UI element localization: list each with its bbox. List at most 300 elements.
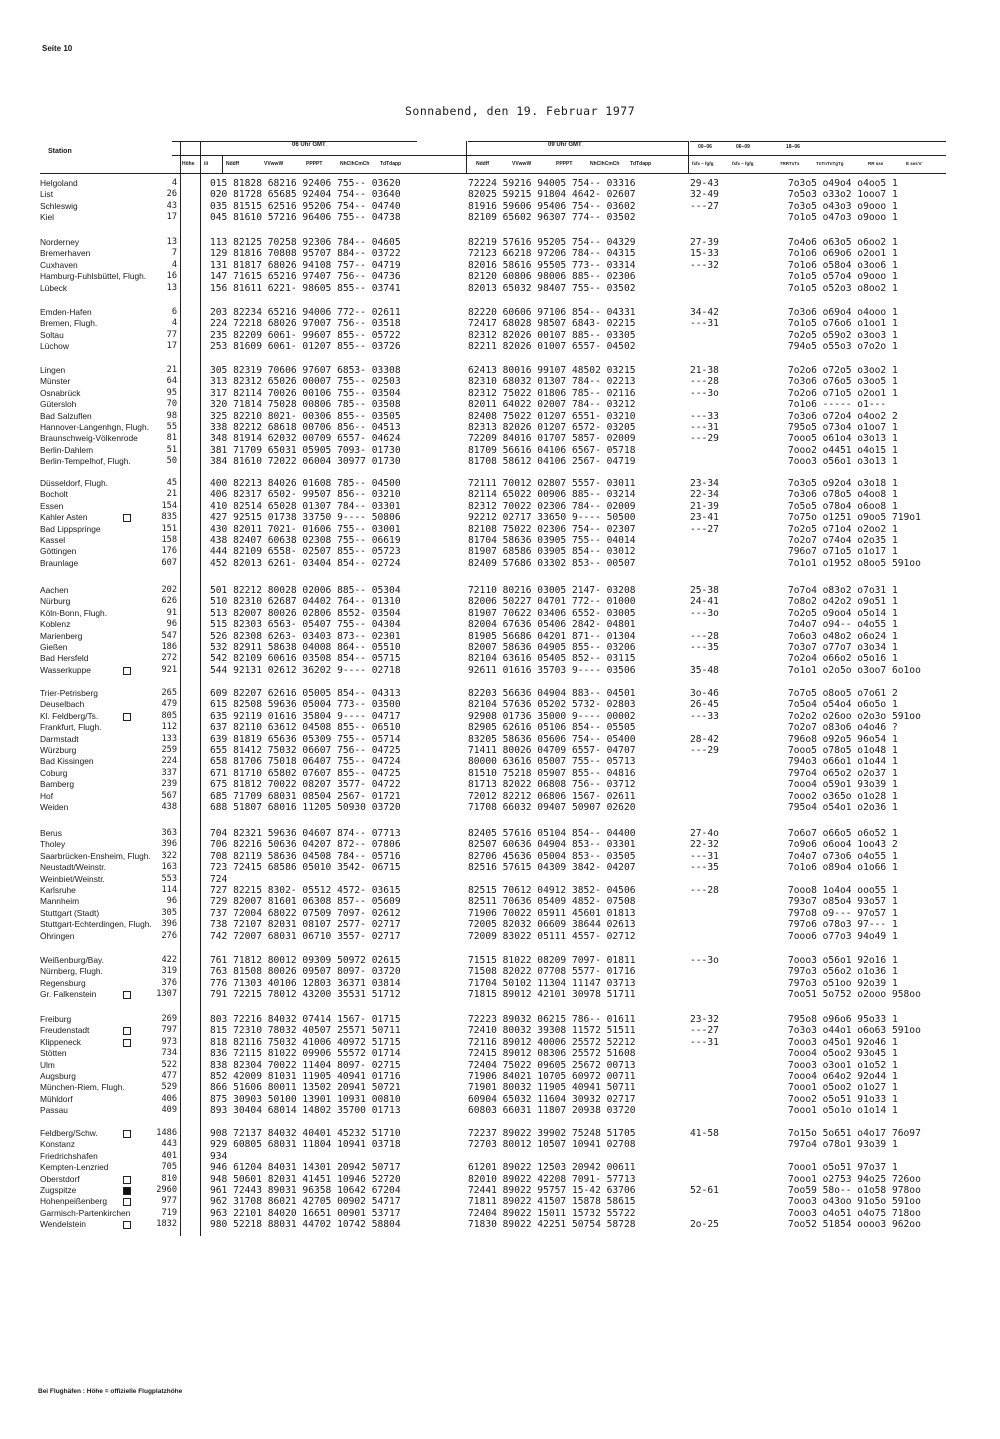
station-row (0, 330, 1000, 341)
station-name: Göttingen (40, 546, 77, 557)
station-name: Trier-Petrisberg (40, 688, 98, 698)
obs-06-uhr: 727 82215 8302- 05512 4572- 03615 (210, 885, 401, 896)
station-row (0, 768, 1000, 779)
obs-06-uhr: 838 82304 70022 11404 8097- 02715 (210, 1059, 401, 1071)
station-row (0, 688, 1000, 699)
extreme-values: 7ooo3 o3oo1 o1o52 1 (788, 1059, 898, 1071)
obs-06-uhr: 381 71709 65031 05905 7093- 01730 (210, 444, 401, 456)
obs-09-uhr: 71515 81022 08209 7097- 01811 (468, 955, 636, 966)
station-row (0, 919, 1000, 930)
gust-values: ---29 (690, 745, 719, 756)
extreme-values: 7o3o6 o69o4 o4ooo 1 (788, 307, 898, 318)
station-name: Stötten (40, 1048, 67, 1059)
obs-06-uhr: 035 81515 62516 95206 754-- 04740 (210, 200, 401, 212)
gust-values: ---35 (690, 642, 719, 653)
obs-09-uhr: 72703 80012 10507 10941 02708 (468, 1139, 636, 1151)
station-height: 6 (171, 307, 177, 317)
station-name: Düsseldorf, Flugh. (40, 478, 108, 488)
header-ppppt-2: PPPPT (556, 161, 573, 167)
station-name: Kl. Feldberg/Ts. (40, 710, 99, 721)
obs-09-uhr: 80000 63616 05007 755-- 05713 (468, 756, 636, 768)
obs-09-uhr: 72410 80032 39308 11572 51511 (468, 1025, 636, 1037)
extreme-values: 795o4 o54o1 o2o36 1 (788, 802, 898, 813)
obs-09-uhr: 72110 80216 03005 2147- 03208 (468, 585, 636, 596)
obs-06-uhr: 818 82116 75032 41006 40972 51715 (210, 1036, 401, 1048)
obs-09-uhr: 81916 59606 95406 754-- 03602 (468, 200, 636, 212)
station-row (0, 341, 1000, 352)
obs-09-uhr: 82511 70636 05409 4852- 07508 (468, 896, 636, 908)
station-height: 17 (166, 341, 177, 352)
gust-values: ---31 (690, 1036, 719, 1048)
station-row (0, 931, 1000, 942)
station-height: 64 (166, 376, 177, 387)
obs-06-uhr: 544 92131 02612 36202 9---- 02718 (210, 664, 401, 676)
station-name: Soltau (40, 329, 64, 340)
station-name: Bocholt (40, 489, 68, 500)
gust-values: 27-4o (690, 828, 719, 839)
gust-values: 22-32 (690, 839, 719, 851)
station-height: 96 (166, 619, 177, 630)
obs-09-uhr: 82405 57616 05104 854-- 04400 (468, 828, 636, 839)
station-row (0, 631, 1000, 642)
header-rule (690, 141, 946, 142)
station-row (0, 711, 1000, 722)
station-height: 21 (166, 365, 177, 375)
station-row (0, 1094, 1000, 1105)
header-period-2: 06–09 (736, 144, 750, 150)
station-name: Coburg (40, 767, 68, 778)
extreme-values: 7ooo1 o5oo2 o1o27 1 (788, 1082, 898, 1094)
obs-09-uhr: 71811 89022 41507 15878 58615 (468, 1196, 636, 1208)
extreme-values: 7ooo1 o5o51 97o37 1 (788, 1162, 898, 1174)
obs-09-uhr: 82515 70612 04912 3852- 04506 (468, 885, 636, 896)
station-name: Feldberg/Schw. (40, 1128, 98, 1138)
obs-06-uhr: 658 81706 75018 06407 755-- 04724 (210, 756, 401, 768)
extreme-values: 7o1o5 o47o3 o9ooo 1 (788, 212, 898, 224)
extreme-values: 7o1o1 o2o5o o3oo7 6o1oo (788, 664, 921, 676)
station-height: 4 (171, 318, 177, 329)
station-name: Gr. Falkenstein (40, 989, 97, 1000)
station-name: Stuttgart (Stadt) (40, 907, 100, 918)
station-height: 95 (166, 387, 177, 398)
extreme-values: 7o5o4 o54o4 o6o5o 1 (788, 699, 898, 711)
station-row (0, 955, 1000, 966)
open-square-icon (123, 1221, 131, 1229)
extreme-values: 7o4o7 o73o6 o4o55 1 (788, 850, 898, 862)
station-row (0, 535, 1000, 546)
extreme-values: 7oo59 58o-- o1o58 978oo (788, 1185, 921, 1196)
station-height: 322 (161, 850, 177, 861)
obs-06-uhr: 317 82114 70026 00106 755-- 03504 (210, 387, 401, 399)
obs-09-uhr: 82025 59215 91804 4642- 02607 (468, 189, 636, 201)
station-name: Darmstadt (40, 733, 79, 744)
extreme-values: 7o6o3 o48o2 o6o24 1 (788, 630, 898, 642)
station-name: Braunlage (40, 557, 79, 568)
gust-values: 27-39 (690, 237, 719, 248)
station-height: 973 (161, 1036, 177, 1047)
extreme-values: 7o4o6 o63o5 o6oo2 1 (788, 237, 898, 248)
station-name: Münster (40, 376, 71, 387)
station-height: 91 (166, 607, 177, 618)
station-name: Emden-Hafen (40, 307, 92, 317)
obs-09-uhr: 82104 57636 05202 5732- 02803 (468, 699, 636, 711)
station-row (0, 1128, 1000, 1139)
header-period-3: 18–06 (786, 144, 800, 150)
station-row (0, 1037, 1000, 1048)
station-name: Aachen (40, 585, 69, 595)
station-name: Lingen (40, 365, 66, 375)
obs-06-uhr: 384 81610 72022 06004 30977 01730 (210, 456, 401, 468)
gust-values: 23-32 (690, 1014, 719, 1025)
obs-06-uhr: 015 81828 68216 92406 755-- 03620 (210, 178, 401, 189)
station-row (0, 201, 1000, 212)
header-rr-sss: RR sss (868, 161, 884, 166)
extreme-values: 7o9o6 o6oo4 1oo43 2 (788, 839, 898, 851)
station-row (0, 558, 1000, 569)
obs-06-uhr: 526 82308 6263- 03403 873-- 02301 (210, 630, 401, 642)
station-row (0, 445, 1000, 456)
station-row (0, 388, 1000, 399)
station-height: 43 (166, 200, 177, 211)
extreme-values: 7o2o4 o66o2 o5o16 1 (788, 653, 898, 665)
gust-values: 23-34 (690, 478, 719, 489)
obs-06-uhr: 532 82911 58638 04008 864-- 05510 (210, 642, 401, 653)
obs-09-uhr: 81907 70622 03406 6552- 03005 (468, 607, 636, 619)
obs-09-uhr: 72417 68028 98507 6843- 02215 (468, 318, 636, 330)
station-row (0, 456, 1000, 467)
gust-values: ---29 (690, 433, 719, 445)
station-row (0, 478, 1000, 489)
obs-06-uhr: 156 81611 6221- 98605 855-- 03741 (210, 282, 401, 294)
extreme-values: 794o5 o55o3 o7o2o 1 (788, 341, 898, 353)
station-name: Marienberg (40, 630, 83, 641)
extreme-values: 7o7o5 o8oo5 o7o61 2 (788, 688, 898, 699)
obs-06-uhr: 929 60805 68031 11804 10941 03718 (210, 1139, 401, 1151)
station-name: Wendelstein (40, 1219, 86, 1230)
obs-09-uhr: 71830 89022 42251 50754 58728 (468, 1219, 636, 1231)
obs-06-uhr: 961 72443 89031 96358 10642 67204 (210, 1185, 401, 1196)
station-row (0, 989, 1000, 1000)
station-height: 133 (161, 733, 177, 744)
station-name: Frankfurt, Flugh. (40, 722, 102, 733)
obs-06-uhr: 704 82321 59636 04607 874-- 07713 (210, 828, 401, 839)
obs-09-uhr: 82706 45636 05004 853-- 03505 (468, 850, 636, 862)
page-label: Seite 10 (42, 44, 73, 53)
station-name: Bremerhaven (40, 248, 91, 259)
station-height: 567 (161, 790, 177, 801)
obs-09-uhr: 72111 70012 02807 5557- 03011 (468, 478, 636, 489)
obs-06-uhr: 203 82234 65216 94006 772-- 02611 (210, 307, 401, 318)
station-name: Zugspitze (40, 1185, 77, 1195)
obs-06-uhr: 020 81728 65685 92404 754-- 03640 (210, 189, 401, 201)
extreme-values: 797o4 o65o2 o2o37 1 (788, 767, 898, 779)
obs-06-uhr: 542 82109 60616 03508 854-- 05715 (210, 653, 401, 665)
obs-06-uhr: 675 81812 70022 08207 3577- 04722 (210, 779, 401, 791)
obs-09-uhr: 82004 67636 05406 2842- 04801 (468, 619, 636, 631)
station-height: 1307 (156, 989, 177, 1000)
header-06-uhr: 06 Uhr GMT (292, 142, 326, 148)
obs-09-uhr: 72415 89012 08306 25572 51608 (468, 1048, 636, 1060)
extreme-values: 7oo52 51854 oooo3 962oo (788, 1219, 921, 1231)
extreme-values: 7o4o7 o94-- o4o55 1 (788, 619, 898, 631)
gust-values: 21-38 (690, 365, 719, 376)
station-row (0, 212, 1000, 223)
date-title: Sonnabend, den 19. Februar 1977 (405, 104, 636, 118)
station-name: Gütersloh (40, 399, 77, 410)
station-name: Oberstdorf (40, 1173, 80, 1184)
obs-06-uhr: 708 82119 58636 04508 784-- 05716 (210, 850, 401, 862)
obs-06-uhr: 406 82317 6502- 99507 856-- 03210 (210, 489, 401, 501)
obs-09-uhr: 82108 75022 02306 754-- 02307 (468, 523, 636, 535)
extreme-values: 7oo51 5o752 o2ooo 958oo (788, 989, 921, 1001)
extreme-values: 7o15o 5o651 o4o17 76o97 (788, 1128, 921, 1139)
obs-09-uhr: 72116 89012 40006 25572 52212 (468, 1036, 636, 1048)
obs-09-uhr: 82120 60806 98006 885-- 02306 (468, 271, 636, 283)
station-name: Weißenburg/Bay. (40, 955, 104, 965)
station-row (0, 608, 1000, 619)
extreme-values: 7o7o4 o83o2 o7o31 1 (788, 585, 898, 596)
obs-06-uhr: 908 72137 84032 40401 45232 51710 (210, 1128, 401, 1139)
station-row (0, 896, 1000, 907)
station-height: 626 (161, 596, 177, 607)
station-row (0, 1151, 1000, 1162)
station-row (0, 966, 1000, 977)
obs-09-uhr: 81708 58612 04106 2567- 04719 (468, 456, 636, 468)
station-height: 409 (161, 1105, 177, 1116)
station-height: 239 (161, 779, 177, 790)
station-row (0, 501, 1000, 512)
station-row (0, 1105, 1000, 1116)
station-name: Norderney (40, 237, 80, 247)
extreme-values: 7o1o5 o76o6 o1oo1 1 (788, 318, 898, 330)
station-height: 607 (161, 557, 177, 568)
station-name: Bad Lippspringe (40, 523, 101, 534)
gust-values: ---27 (690, 200, 719, 212)
station-height: 176 (161, 546, 177, 557)
extreme-values: 7o1o5 o57o4 o9ooo 1 (788, 271, 898, 283)
header-fxfx-1: fxfx – fgfg (692, 161, 714, 166)
obs-09-uhr: 81713 82022 06808 756-- 03712 (468, 779, 636, 791)
station-name: Stuttgart-Echterdingen, Flugh. (40, 919, 152, 930)
station-height: 553 (161, 873, 177, 884)
extreme-values: 7o3o6 o76o5 o3oo5 1 (788, 376, 898, 388)
gust-values: ---31 (690, 422, 719, 433)
header-nhcl-2: NhClhCmCh (590, 161, 620, 167)
open-square-icon (123, 1027, 131, 1035)
station-row (0, 365, 1000, 376)
station-height: 477 (161, 1071, 177, 1081)
obs-09-uhr: 81905 56686 04201 871-- 01304 (468, 630, 636, 642)
station-name: Bad Kissingen (40, 756, 94, 767)
station-height: 114 (161, 885, 177, 895)
extreme-values: 797o8 o9--- 97o57 1 (788, 907, 898, 919)
station-row (0, 585, 1000, 596)
station-row (0, 839, 1000, 850)
station-name: Berlin-Dahlem (40, 444, 94, 455)
extreme-values: 7o3o6 o72o4 o4oo2 2 (788, 410, 898, 422)
station-height: 77 (166, 329, 177, 340)
station-row (0, 433, 1000, 444)
station-height: 163 (161, 862, 177, 873)
station-name: Regensburg (40, 977, 86, 988)
header-ttdd: TdTdapp (380, 161, 402, 167)
header-rule (40, 173, 946, 174)
station-height: 50 (166, 456, 177, 467)
obs-09-uhr: 82109 65602 96307 774-- 03502 (468, 212, 636, 224)
station-name: Cuxhaven (40, 259, 78, 270)
station-name: Essen (40, 500, 64, 511)
extreme-values: 7ooo1 o5o1o o1o14 1 (788, 1105, 898, 1117)
station-height: 81 (166, 433, 177, 444)
obs-09-uhr: 72441 89022 95757 15-42 63706 (468, 1185, 636, 1196)
obs-09-uhr: 92611 01616 35703 9---- 03506 (468, 664, 636, 676)
station-name: Tholey (40, 839, 66, 850)
obs-06-uhr: 338 82212 68618 00706 856-- 04513 (210, 422, 401, 433)
station-height: 16 (166, 271, 177, 282)
header-iii: iii (204, 161, 209, 167)
station-height: 70 (166, 399, 177, 410)
obs-09-uhr: 82013 65032 98407 755-- 03502 (468, 282, 636, 294)
station-row (0, 1208, 1000, 1219)
obs-06-uhr: 253 81609 6061- 01207 855-- 03726 (210, 341, 401, 353)
station-name: Nürnberg, Flugh. (40, 966, 103, 977)
station-name: Mannheim (40, 896, 80, 907)
obs-06-uhr: 438 82407 60638 02308 755-- 06619 (210, 535, 401, 546)
extreme-values: 7o3o7 o77o7 o3o34 1 (788, 642, 898, 653)
extreme-values: 794o3 o66o1 o1o44 1 (788, 756, 898, 768)
obs-06-uhr: 515 82303 6563- 05407 755-- 04304 (210, 619, 401, 631)
obs-06-uhr: 400 82213 84026 01608 785-- 04500 (210, 478, 401, 489)
gust-values: 22-34 (690, 489, 719, 501)
open-square-icon (123, 713, 131, 721)
station-name: Freudenstadt (40, 1025, 90, 1036)
header-separator (466, 141, 467, 174)
gust-values: 32-49 (690, 189, 719, 201)
obs-09-uhr: 72404 89022 15011 15732 55722 (468, 1207, 636, 1219)
obs-06-uhr: 866 51606 80011 13502 20941 50721 (210, 1082, 401, 1094)
obs-09-uhr: 82312 75022 01806 785-- 02116 (468, 387, 636, 399)
obs-06-uhr: 224 72218 68026 97007 756-- 03518 (210, 318, 401, 330)
station-name: Mühldorf (40, 1093, 73, 1104)
station-row (0, 1082, 1000, 1093)
obs-09-uhr: 81907 68586 03905 854-- 03012 (468, 546, 636, 558)
extreme-values: 7o6o7 o66o5 o6o52 1 (788, 828, 898, 839)
station-height: 4 (171, 259, 177, 270)
extreme-values: 797o3 o56o2 o1o36 1 (788, 966, 898, 978)
extreme-values: 7o2o2 o26oo o2o3o 591oo (788, 710, 921, 722)
station-height: 401 (161, 1150, 177, 1161)
header-fxfx-2: fxfx – fgfg (732, 161, 754, 166)
station-row (0, 260, 1000, 271)
obs-06-uhr: 513 82007 80026 02806 8552- 03504 (210, 607, 401, 619)
extreme-values: 7ooo3 o45o1 92o46 1 (788, 1036, 898, 1048)
obs-09-uhr: 82016 58616 95505 773-- 03314 (468, 259, 636, 271)
station-row (0, 874, 1000, 885)
obs-09-uhr: 82006 50227 04701 772-- 01000 (468, 596, 636, 608)
station-height: 305 (161, 907, 177, 918)
station-row (0, 376, 1000, 387)
header-nhcl: NhClhCmCh (340, 161, 370, 167)
station-row (0, 699, 1000, 710)
station-name: Lübeck (40, 282, 68, 293)
station-height: 438 (161, 802, 177, 812)
gust-values: ---35 (690, 862, 719, 874)
station-row (0, 524, 1000, 535)
station-height: 529 (161, 1082, 177, 1093)
obs-09-uhr: 82408 75022 01207 6551- 03210 (468, 410, 636, 422)
station-name: Ulm (40, 1059, 55, 1070)
station-name: Augsburg (40, 1071, 76, 1081)
station-name: Bad Salzuflen (40, 410, 92, 421)
obs-06-uhr: 738 72107 82031 08107 2577- 02717 (210, 919, 401, 931)
obs-09-uhr: 82516 57615 04309 3842- 04207 (468, 862, 636, 874)
obs-09-uhr: 71815 89012 42101 30978 51711 (468, 989, 636, 1001)
station-row (0, 1219, 1000, 1230)
extreme-values: 797o3 o51oo 92o39 1 (788, 977, 898, 989)
station-height: 259 (161, 745, 177, 755)
station-height: 98 (166, 410, 177, 421)
gust-values: 3o-46 (690, 688, 719, 699)
station-height: 13 (166, 237, 177, 247)
gust-values: ---27 (690, 1025, 719, 1037)
station-height: 337 (161, 767, 177, 778)
obs-09-uhr: 82409 57686 03302 853-- 00507 (468, 557, 636, 569)
gust-values: 15-33 (690, 248, 719, 260)
extreme-values: 7o1o6 o69o6 o2oo1 1 (788, 248, 898, 260)
station-row (0, 283, 1000, 294)
station-height: 522 (161, 1059, 177, 1070)
extreme-values: 795o8 o96o6 95o33 1 (788, 1014, 898, 1025)
obs-06-uhr: 737 72004 68022 07509 7097- 02612 (210, 907, 401, 919)
station-height: 921 (161, 664, 177, 675)
header-station: Station (48, 148, 72, 155)
obs-06-uhr: 305 82319 70606 97607 6853- 03308 (210, 365, 401, 376)
station-height: 1832 (156, 1219, 177, 1230)
open-square-icon (123, 1198, 131, 1206)
obs-06-uhr: 980 52218 88031 44702 10742 58804 (210, 1219, 401, 1231)
station-height: 319 (161, 966, 177, 977)
obs-06-uhr: 452 82013 6261- 03404 854-- 02724 (210, 557, 401, 569)
obs-06-uhr: 893 30404 68014 14802 35700 01713 (210, 1105, 401, 1117)
obs-09-uhr: 82011 64022 02007 784-- 03212 (468, 399, 636, 411)
extreme-values: 7o1o1 o1952 o8oo5 591oo (788, 557, 921, 569)
station-name: Hannover-Langenhgn, Flugh. (40, 422, 149, 432)
station-name: Hamburg-Fuhlsbüttel, Flugh. (40, 271, 147, 282)
extreme-values: 7o2o7 o74o4 o2o35 1 (788, 535, 898, 546)
extreme-values: 7ooo2 o5o51 91o33 1 (788, 1093, 898, 1105)
extreme-values: 7o2o5 o71o4 o2oo2 1 (788, 523, 898, 535)
station-row (0, 1014, 1000, 1025)
obs-06-uhr: 803 72216 84032 07414 1567- 01715 (210, 1014, 401, 1025)
station-row (0, 828, 1000, 839)
station-height: 276 (161, 930, 177, 941)
obs-06-uhr: 962 31708 86021 42705 00902 54717 (210, 1196, 401, 1208)
obs-06-uhr: 635 92119 01616 35804 9---- 04717 (210, 710, 401, 722)
gust-values: 28-42 (690, 733, 719, 745)
header-separator (688, 141, 689, 174)
gust-values: ---32 (690, 259, 719, 271)
station-height: 272 (161, 653, 177, 664)
obs-09-uhr: 82312 70022 02306 784-- 02009 (468, 500, 636, 512)
station-name: Weiden (40, 802, 69, 812)
station-height: 810 (161, 1173, 177, 1184)
obs-09-uhr: 72404 75022 09605 25672 00713 (468, 1059, 636, 1071)
obs-09-uhr: 82905 62616 05106 854-- 05505 (468, 722, 636, 734)
obs-09-uhr: 82010 89022 42208 7091- 57713 (468, 1173, 636, 1185)
extreme-values: 7ooo4 o5oo2 93o45 1 (788, 1048, 898, 1060)
station-row (0, 1025, 1000, 1036)
obs-06-uhr: 147 71615 65216 97407 756-- 04736 (210, 271, 401, 283)
